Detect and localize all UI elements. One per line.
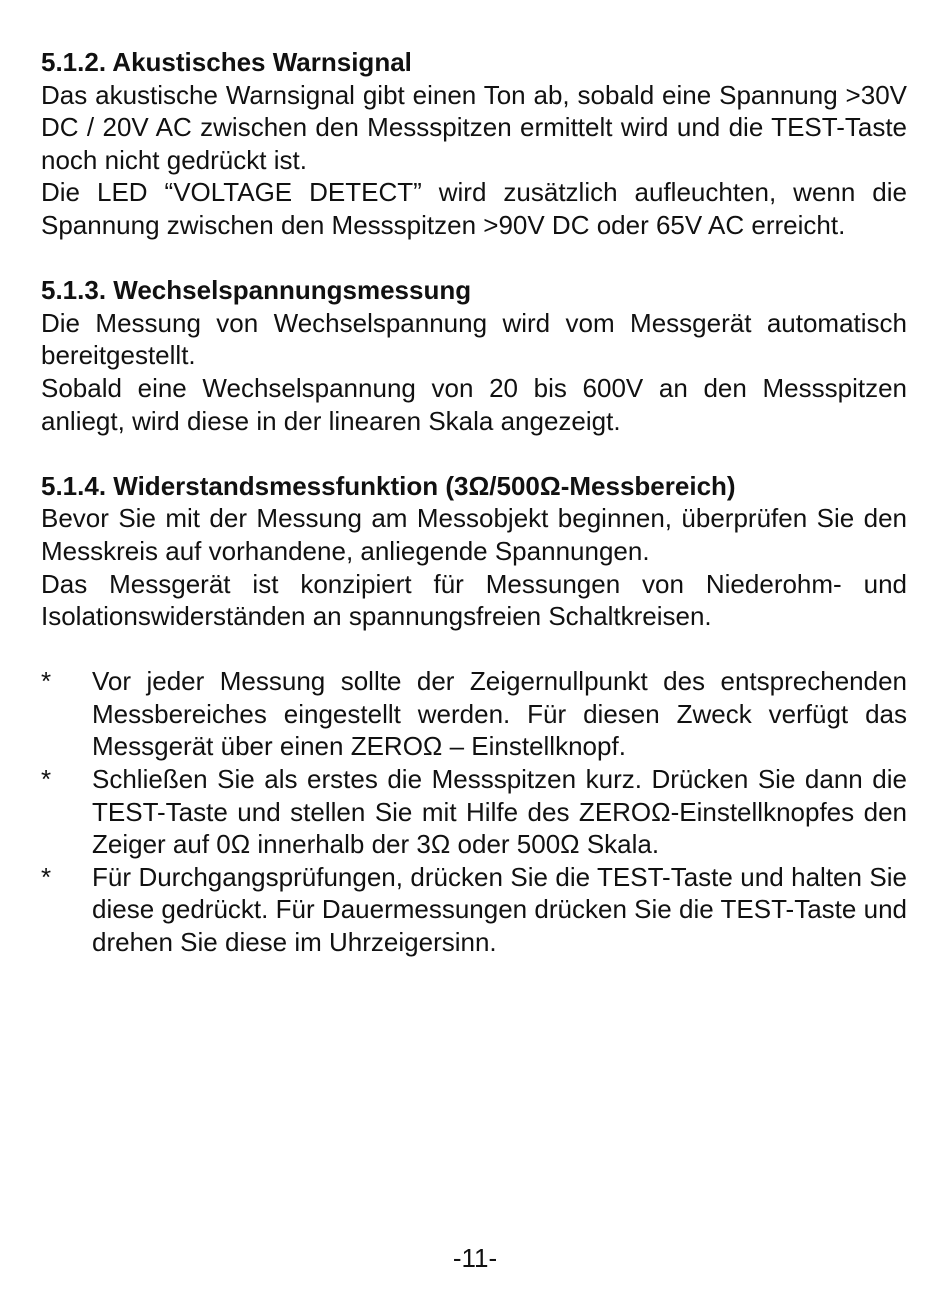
section-paragraph: Die LED “VOLTAGE DETECT” wird zusätzlich aufleuchten, wenn die Spannung zwischen den Messspitzen >90V DC oder 65V AC erreicht. [41, 177, 907, 240]
section-paragraph: Das akustische Warnsignal gibt einen Ton ab, sobald eine Spannung >30V DC / 20V AC zwischen den Messspitzen ermittelt wird und die TEST-Taste noch nicht gedrückt ist. [41, 79, 907, 175]
bullet-marker: * [41, 666, 52, 697]
section-acoustic-warning [41, 46, 907, 242]
bullet-marker: * [41, 861, 52, 892]
list-item-text: Vor jeder Messung sollte der Zeigernullpunkt des entsprechenden Messbereiches eingestellt werden. Für diesen Zweck verfügt das Messgerät über einen ZEROΩ – Einstellknopf. [92, 666, 907, 762]
page-content [41, 46, 907, 959]
list-item-text: Für Durchgangsprüfungen, drücken Sie die TEST-Taste und halten Sie diese gedrückt. Für Dauermessungen drücken Sie die TEST-Taste und drehen Sie diese im Uhrzeigersinn. [92, 861, 907, 958]
list-item [41, 861, 907, 959]
section-paragraph: Das Messgerät ist konzipiert für Messungen von Niederohm- und Isolationswiderständen an spannungsfreien Schaltkreisen. [41, 568, 907, 632]
instruction-list [41, 665, 907, 958]
bullet-marker: * [41, 764, 52, 795]
section-resistance-measurement [41, 470, 907, 633]
list-item [41, 665, 907, 763]
section-ac-voltage-measurement [41, 274, 907, 437]
section-paragraph: Sobald eine Wechselspannung von 20 bis 600V an den Messspitzen anliegt, wird diese in der linearen Skala angezeigt. [41, 372, 907, 436]
page-number: -11- [452, 1243, 498, 1273]
list-item-text: Schließen Sie als erstes die Messspitzen kurz. Drücken Sie dann die TEST-Taste und stellen Sie mit Hilfe des ZEROΩ-Einstellknopfes den Zeiger auf 0Ω innerhalb der 3Ω oder 500Ω Skala. [92, 764, 907, 860]
section-heading: 5.1.4. Widerstandsmessfunktion (3Ω/500Ω-Messbereich) [41, 470, 736, 501]
section-paragraph: Die Messung von Wechselspannung wird vom Messgerät automatisch bereitgestellt. [41, 307, 907, 371]
section-paragraph: Bevor Sie mit der Messung am Messobjekt beginnen, überprüfen Sie den Messkreis auf vorhandene, anliegende Spannungen. [41, 503, 907, 566]
list-item [41, 763, 907, 861]
section-heading: 5.1.3. Wechselspannungsmessung [41, 275, 472, 306]
section-heading: 5.1.2. Akustisches Warnsignal [41, 47, 412, 77]
